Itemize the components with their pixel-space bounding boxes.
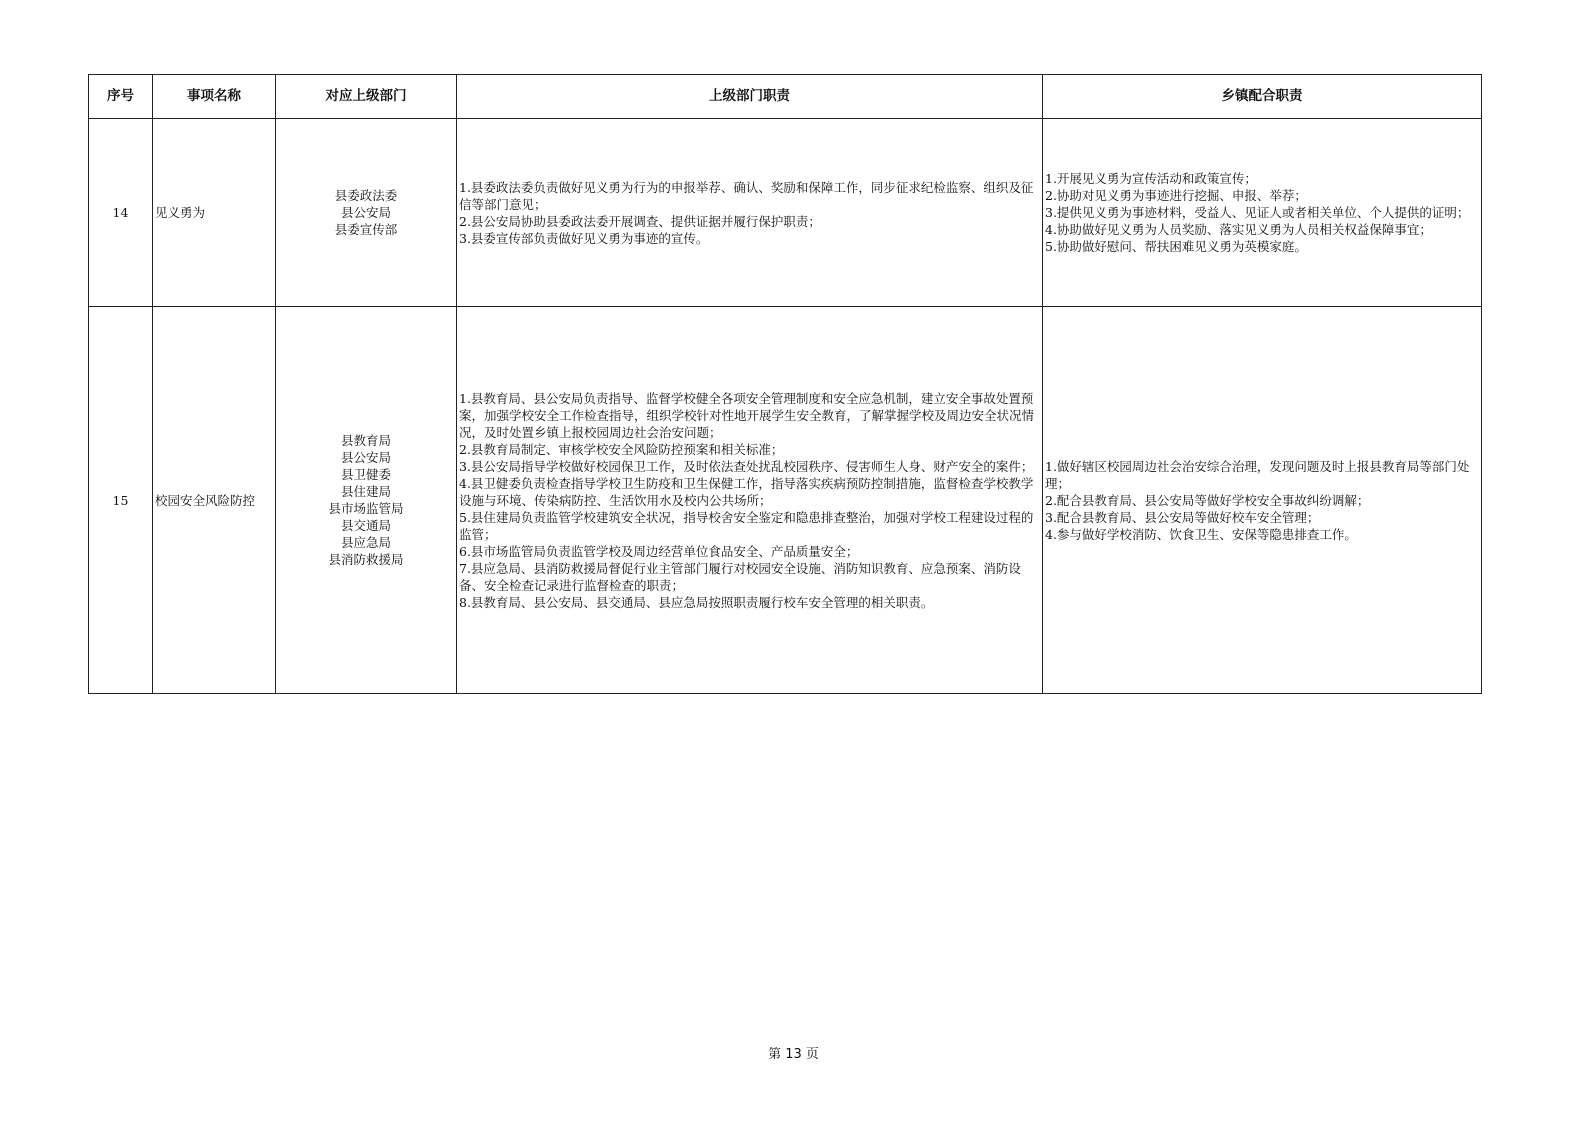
page-number: 第 13 页	[768, 1047, 819, 1062]
duty-item: 4.县卫健委负责检查指导学校卫生防疫和卫生保健工作，指导落实疾病预防控制措施，监督检查学校教学设施与环境、传染病防控、生活饮用水及校内公共场所；	[459, 475, 1034, 508]
row-item-name: 见义勇为	[153, 119, 276, 307]
duty-item: 2.配合县教育局、县公安局等做好学校安全事故纠纷调解；	[1045, 492, 1370, 508]
row-town-duties	[1043, 119, 1482, 307]
department-name: 县委政法委	[334, 188, 398, 203]
table-row	[89, 307, 1482, 694]
duty-item: 3.提供见义勇为事迹材料，受益人、见证人或者相关单位、个人提供的证明；	[1045, 205, 1470, 220]
row-upper-duties	[457, 119, 1043, 307]
row-town-duties	[1043, 307, 1482, 694]
duty-item: 3.县公安局指导学校做好校园保卫工作，及时依法查处扰乱校园秩序、侵害师生人身、财产安全的案件；	[459, 458, 1034, 474]
duty-item: 2.县公安局协助县委政法委开展调查、提供证据并履行保护职责；	[459, 213, 821, 229]
duty-item: 4.参与做好学校消防、饮食卫生、安保等隐患排查工作。	[1045, 526, 1357, 542]
department-name: 县住建局	[340, 484, 391, 499]
header-item-name: 事项名称	[153, 75, 276, 119]
header-serial-number: 序号	[89, 75, 153, 119]
row-item-name: 校园安全风险防控	[153, 307, 276, 694]
duty-item: 1.县教育局、县公安局负责指导、监督学校健全各项安全管理制度和安全应急机制，建立安全事故处置预案，加强学校安全工作检查指导，组织学校针对性地开展学生安全教育，了解掌握学校及周边安全状况情况，及时处置乡镇上报校园周边社会治安问题；	[459, 390, 1035, 440]
row-departments	[276, 307, 457, 694]
department-name: 县教育局	[340, 433, 391, 448]
duty-item: 5.县住建局负责监管学校建筑安全状况，指导校舍安全鉴定和隐患排查整治，加强对学校工程建设过程的监管；	[459, 509, 1034, 542]
duty-item: 2.协助对见义勇为事迹进行挖掘、申报、举荐；	[1045, 188, 1307, 203]
department-name: 县公安局	[340, 205, 391, 220]
duty-item: 1.县委政法委负责做好见义勇为行为的申报举荐、确认、奖励和保障工作，同步征求纪检监察、组织及征信等部门意见；	[459, 179, 1034, 212]
duty-item: 7.县应急局、县消防救援局督促行业主管部门履行对校园安全设施、消防知识教育、应急预案、消防设备、安全检查记录进行监督检查的职责；	[459, 560, 1021, 593]
department-name: 县交通局	[340, 518, 391, 533]
header-town-duties: 乡镇配合职责	[1043, 75, 1482, 119]
duty-table	[88, 74, 1482, 694]
department-name: 县委宣传部	[334, 222, 398, 237]
duty-item: 6.县市场监管局负责监管学校及周边经营单位食品安全、产品质量安全；	[459, 543, 859, 559]
duty-item: 1.开展见义勇为宣传活动和政策宣传；	[1045, 171, 1257, 186]
department-name: 县市场监管局	[328, 501, 404, 516]
duty-item: 3.配合县教育局、县公安局等做好校车安全管理；	[1045, 509, 1320, 525]
table-header-row	[89, 75, 1482, 119]
department-name: 县应急局	[340, 535, 391, 550]
duty-item: 5.协助做好慰问、帮扶困难见义勇为英模家庭。	[1045, 239, 1307, 254]
duty-item: 2.县教育局制定、审核学校安全风险防控预案和相关标准；	[459, 441, 784, 457]
department-name: 县卫健委	[340, 467, 391, 482]
department-name: 县消防救援局	[328, 552, 404, 567]
duty-item: 1.做好辖区校园周边社会治安综合治理，发现问题及时上报县教育局等部门处理；	[1045, 458, 1470, 491]
duty-item: 3.县委宣传部负责做好见义勇为事迹的宣传。	[459, 230, 709, 246]
header-upper-duties: 上级部门职责	[457, 75, 1043, 119]
header-upper-department: 对应上级部门	[276, 75, 457, 119]
row-number: 14	[89, 119, 153, 307]
row-departments	[276, 119, 457, 307]
department-name: 县公安局	[340, 450, 391, 465]
table-row	[89, 119, 1482, 307]
duty-item: 4.协助做好见义勇为人员奖励、落实见义勇为人员相关权益保障事宜；	[1045, 222, 1432, 237]
duty-item: 8.县教育局、县公安局、县交通局、县应急局按照职责履行校车安全管理的相关职责。	[459, 594, 934, 610]
row-upper-duties	[457, 307, 1043, 694]
row-number: 15	[89, 307, 153, 694]
